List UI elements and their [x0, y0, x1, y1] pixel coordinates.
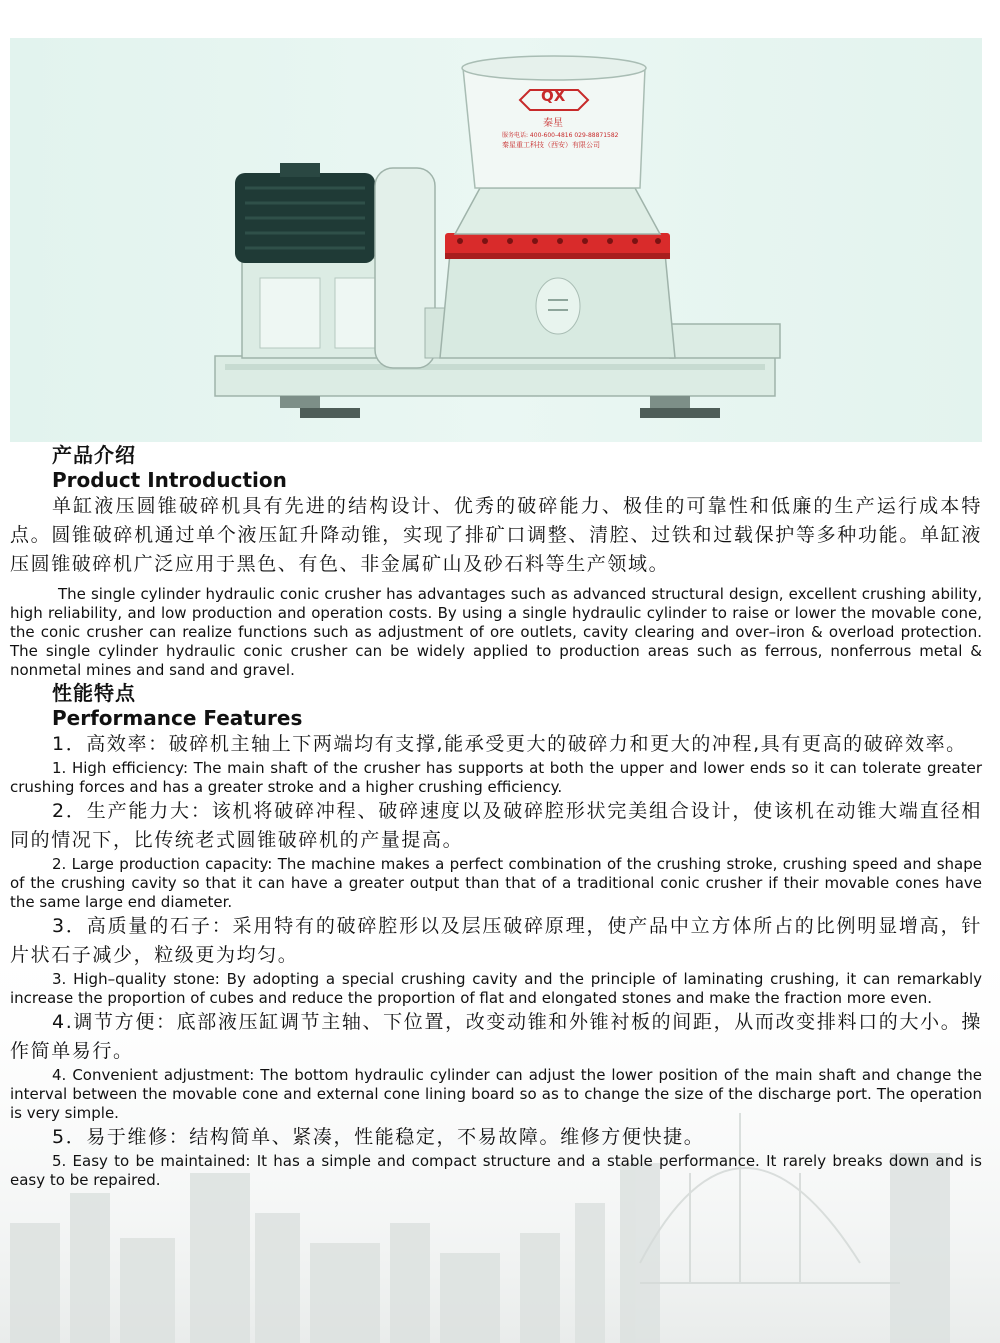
feature-en: 4. Convenient adjustment: The bottom hydraulic cylinder can adjust the lower position of the main shaft and change the interval between the movable cone and external cone lining board so as to change the size of the discharge port. The operation is very simple. [10, 1066, 982, 1122]
feature-en: 5. Easy to be maintained: It has a simple and compact structure and a stable performance. It rarely breaks down and is easy to be repaired. [10, 1152, 982, 1189]
features-title-en: Performance Features [52, 706, 303, 730]
machine-phone: 服务电话: 400-600-4816 029-88871582 [502, 132, 619, 139]
feature-cn: 3．高质量的石子：采用特有的破碎腔形以及层压破碎原理，使产品中立方体所占的比例明显增高，针片状石子减少，粒级更为均匀。 [10, 915, 982, 966]
feature-item [10, 797, 982, 912]
intro-section [10, 442, 982, 680]
feature-cn: 5．易于维修：结构简单、紧凑，性能稳定，不易故障。维修方便快捷。 [52, 1126, 705, 1148]
features-title-cn: 性能特点 [52, 681, 136, 705]
content [10, 442, 982, 1190]
machine-brand: 秦星 [543, 118, 563, 129]
feature-cn: 4.调节方便：底部液压缸调节主轴、下位置，改变动锥和外锥衬板的间距，从而改变排料口的大小。操作简单易行。 [10, 1011, 982, 1062]
feature-item [10, 1123, 982, 1190]
feature-item [10, 1008, 982, 1123]
intro-body-en: The single cylinder hydraulic conic crusher has advantages such as advanced structural design, excellent crushing ability, high reliability, and low production and operation costs. By using a single hydraulic cylinder to raise or lower the movable cone, the conic crusher can realize functions such as adjustment of ore outlets, cavity clearing and over–iron & overload protection. The single cylinder hydraulic conic crusher can be widely applied to production areas such as ferrous, nonferrous metal & nonmetal mines and sand and gravel. [10, 585, 982, 679]
intro-title-cn: 产品介绍 [52, 443, 136, 467]
feature-en: 1. High efficiency: The main shaft of the crusher has supports at both the upper and lower ends so it can tolerate greater crushing forces and has a greater stroke and a higher crushing efficiency. [10, 759, 982, 796]
intro-title-en: Product Introduction [52, 468, 287, 492]
feature-en: 2. Large production capacity: The machine makes a perfect combination of the crushing stroke, crushing speed and shape of the crushing cavity so that it can have a greater output than that of a traditional conic crusher if their movable cones have the same large end diameter. [10, 855, 982, 911]
feature-cn: 2．生产能力大：该机将破碎冲程、破碎速度以及破碎腔形状完美组合设计，使该机在动锥大端直径相同的情况下，比传统老式圆锥破碎机的产量提高。 [10, 800, 982, 851]
features-section [10, 680, 982, 1190]
machine-logo: QX [541, 87, 566, 105]
feature-en: 3. High–quality stone: By adopting a special crushing cavity and the principle of laminating crushing, it can remarkably increase the proportion of cubes and reduce the proportion of flat and elongated stones and make the fraction more even. [10, 970, 982, 1007]
feature-item [10, 912, 982, 1008]
feature-cn: 1．高效率：破碎机主轴上下两端均有支撑,能承受更大的破碎力和更大的冲程,具有更高的破碎效率。 [52, 733, 967, 755]
intro-body-cn: 单缸液压圆锥破碎机具有先进的结构设计、优秀的破碎能力、极佳的可靠性和低廉的生产运行成本特点。圆锥破碎机通过单个液压缸升降动锥，实现了排矿口调整、清腔、过铁和过载保护等多种功能。单缸液压圆锥破碎机广泛应用于黑色、有色、非金属矿山及砂石料等生产领域。 [10, 495, 982, 575]
cone-crusher-illustration [10, 38, 982, 442]
feature-item [10, 730, 982, 797]
machine-company: 秦星重工科技（西安）有限公司 [502, 141, 600, 149]
product-photo [10, 38, 982, 442]
